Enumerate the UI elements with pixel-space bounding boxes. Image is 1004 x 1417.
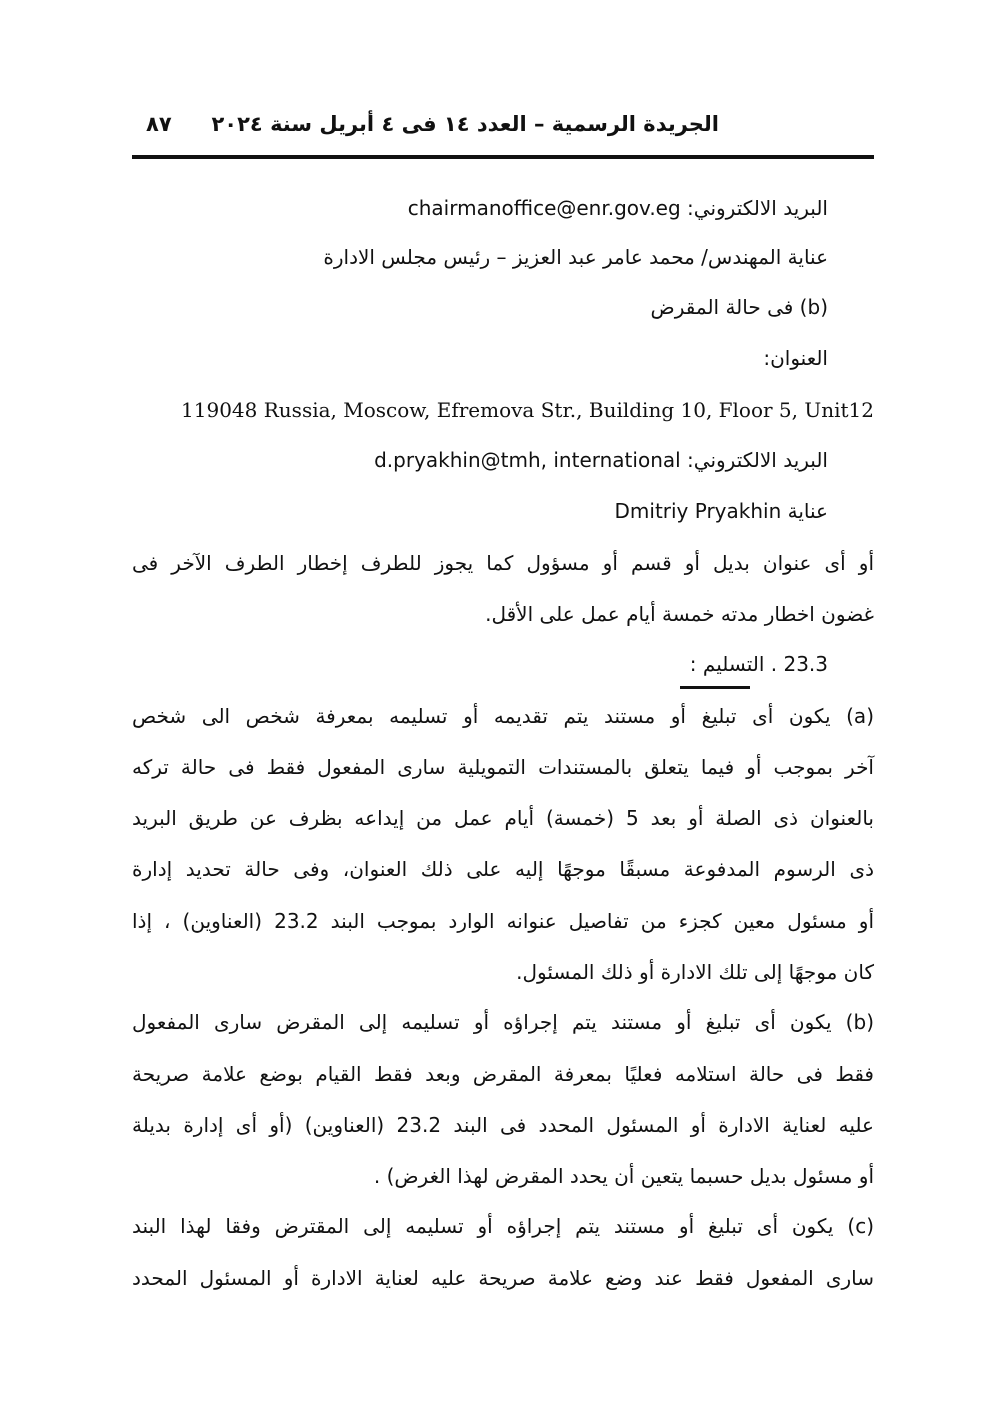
paragraph-line: آخر بموجب أو فيما يتعلق بالمستندات التمويلية سارى المفعول فقط فى حالة تركه [132,755,874,779]
paragraph-line: عليه لعناية الادارة أو المسئول المحدد فى البند 23.2 (العناوين) (أو أى إدارة بديلة [132,1113,874,1137]
paragraph-line: أو أى عنوان بديل أو قسم أو مسؤول كما يجوز للطرف إخطار الطرف الآخر فى [132,551,874,575]
paragraph-line: (a) يكون أى تبليغ أو مستند يتم تقديمه أو تسليمه بمعرفة شخص الى شخص [132,704,874,728]
heading-underline [680,686,750,689]
paragraph-line: سارى المفعول فقط عند وضع علامة صريحة عليه لعناية الادارة أو المسئول المحدد [132,1266,874,1290]
address-label: العنوان: [763,346,828,370]
paragraph-line: غضون اخطار مدته خمسة أيام عمل على الأقل. [485,602,874,626]
paragraph-line: ذى الرسوم المدفوعة مسبقًا موجهًا إليه على ذلك العنوان، وفى حالة تحديد إدارة [132,857,874,881]
chairman-attention-line: عناية المهندس/ محمد عامر عبد العزيز – رئيس مجلس الادارة [323,245,828,269]
paragraph-line: أو مسئول معين كجزء من تفاصيل عنوانه الوارد بموجب البند 23.2 (العناوين) ، إذا [132,909,875,933]
page-number: ٨٧ [146,112,172,136]
paragraph-line: بالعنوان ذى الصلة أو بعد 5 (خمسة) أيام عمل من إيداعه بظرف عن طريق البريد [132,806,874,830]
chairman-email-line: البريد الالكتروني: chairmanoffice@enr.gov.eg [407,196,828,220]
section-heading-delivery: 23.3 . التسليم : [689,652,828,676]
paragraph-line: (c) يكون أى تبليغ أو مستند يتم إجراؤه أو تسليمه إلى المقترض وفقا لهذا البند [132,1214,874,1238]
paragraph-line: (b) يكون أى تبليغ أو مستند يتم إجراؤه أو تسليمه إلى المقرض سارى المفعول [132,1010,874,1034]
page-header-title: الجريدة الرسمية – العدد ١٤ فى ٤ أبريل سنة ٢٠٢٤ [211,112,719,136]
lender-address: 119048 Russia, Moscow, Efremova Str., Building 10, Floor 5, Unit12 [181,398,874,422]
lender-attention-line: عناية Dmitriy Pryakhin [614,499,828,523]
paragraph-line: كان موجهًا إلى تلك الادارة أو ذلك المسئول. [516,960,874,984]
lender-heading: (b) فى حالة المقرض [650,295,828,319]
header-rule [132,155,874,159]
paragraph-line: فقط فى حالة استلامه فعليًا بمعرفة المقرض وبعد فقط القيام بوضع علامة صريحة [132,1062,874,1086]
lender-email-line: البريد الالكتروني: d.pryakhin@tmh, international [374,448,828,472]
paragraph-line: أو مسئول بديل حسبما يتعين أن يحدد المقرض لهذا الغرض) . [373,1164,874,1188]
